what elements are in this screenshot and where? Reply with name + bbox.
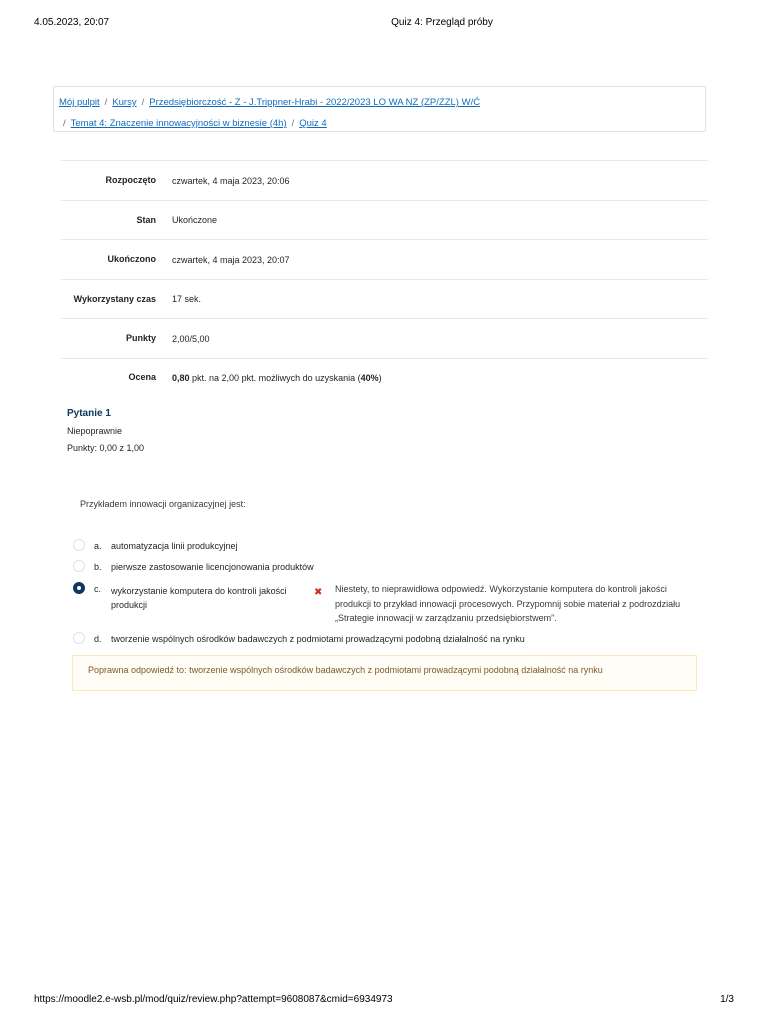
radio-button[interactable] [73,560,85,572]
breadcrumb-link-courses[interactable]: Kursy [112,97,137,108]
option-label: wykorzystanie komputera do kontroli jakości produkcji [111,586,287,610]
option-letter: a. [94,541,102,551]
summary-row-time-taken [61,280,708,319]
summary-grade-value [164,359,708,397]
breadcrumb-link-quiz[interactable]: Quiz 4 [299,118,327,129]
option-letter: b. [94,562,102,572]
question-state: Niepoprawnie [67,426,123,436]
summary-label: Ocena [128,372,156,383]
print-datetime: 4.05.2023, 20:07 [34,17,110,28]
summary-label: Ukończono [107,254,156,264]
breadcrumb-link-dashboard[interactable]: Mój pulpit [59,97,100,108]
radio-button-selected[interactable] [73,582,85,594]
option-label: automatyzacja linii produkcyjnej [111,541,238,551]
specific-feedback: Niestety, to nieprawidłowa odpowiedź. Wykorzystanie komputera do kontroli jakości produkcji to przykład innowacji procesowych. Przypomnij sobie materiał z podrozdziału „Strategie innowacji w zarządzaniu przedsiębiorstwem”. [335,584,681,623]
option-letter: c. [94,584,102,594]
option-label: pierwsze zastosowanie licencjonowania produktów [111,562,314,572]
breadcrumb-separator: / [104,97,108,108]
attempt-summary-table [61,160,708,397]
summary-row-grade [61,359,708,397]
breadcrumb-link-topic[interactable]: Temat 4: Znaczenie innowacyjności w biznesie (4h) [70,118,287,129]
summary-row-completed [61,240,708,280]
question-text: Przykładem innowacji organizacyjnej jest: [80,499,246,509]
grade-score: 0,80 [172,372,190,383]
question-number: Pytanie 1 [67,408,111,419]
breadcrumb [53,86,706,132]
summary-value: Ukończone [172,215,218,225]
question-info [67,408,144,453]
summary-row-state [61,201,708,240]
summary-label: Wykorzystany czas [73,293,156,304]
breadcrumb-separator: / [291,118,295,129]
summary-row-started [61,161,708,201]
right-answer-box: Poprawna odpowiedź to: tworzenie wspólnych ośrodków badawczych z podmiotami prowadzącymi podobną działalność na rynku [72,655,697,691]
grade-middle: pkt. na 2,00 pkt. możliwych do uzyskania ( [189,372,361,383]
summary-value: czwartek, 4 maja 2023, 20:06 [172,175,290,186]
summary-label: Punkty [125,333,156,343]
incorrect-cross-icon: ✖ [314,587,323,598]
summary-value: czwartek, 4 maja 2023, 20:07 [172,254,290,265]
summary-value: 17 sek. [172,294,202,304]
question-mark: Punkty: 0,00 z 1,00 [67,443,145,453]
option-label: tworzenie wspólnych ośrodków badawczych z podmiotami prowadzącymi podobną działalność na rynku [111,634,525,644]
radio-button[interactable] [73,632,85,644]
grade-percent: 40% [360,372,379,383]
option-letter: d. [94,634,102,644]
summary-row-marks [61,319,708,359]
radio-button[interactable] [73,539,85,551]
summary-label: Rozpoczęto [105,175,156,185]
summary-value: 2,00/5,00 [172,333,210,344]
grade-close: ) [378,372,382,383]
print-page-number: 1/3 [720,994,734,1005]
print-url: https://moodle2.e-wsb.pl/mod/quiz/review.php?attempt=9608087&cmid=6934973 [34,994,393,1005]
print-page-title: Quiz 4: Przegląd próby [391,17,493,28]
breadcrumb-separator: / [141,97,145,108]
breadcrumb-separator: / [63,118,66,129]
summary-label: Stan [136,214,156,225]
breadcrumb-link-course[interactable]: Przedsiębiorczość - Z - J.Trippner-Hrabi - 2022/2023 LO WA NZ (ZP/ZZL) W/Ć [149,97,481,108]
